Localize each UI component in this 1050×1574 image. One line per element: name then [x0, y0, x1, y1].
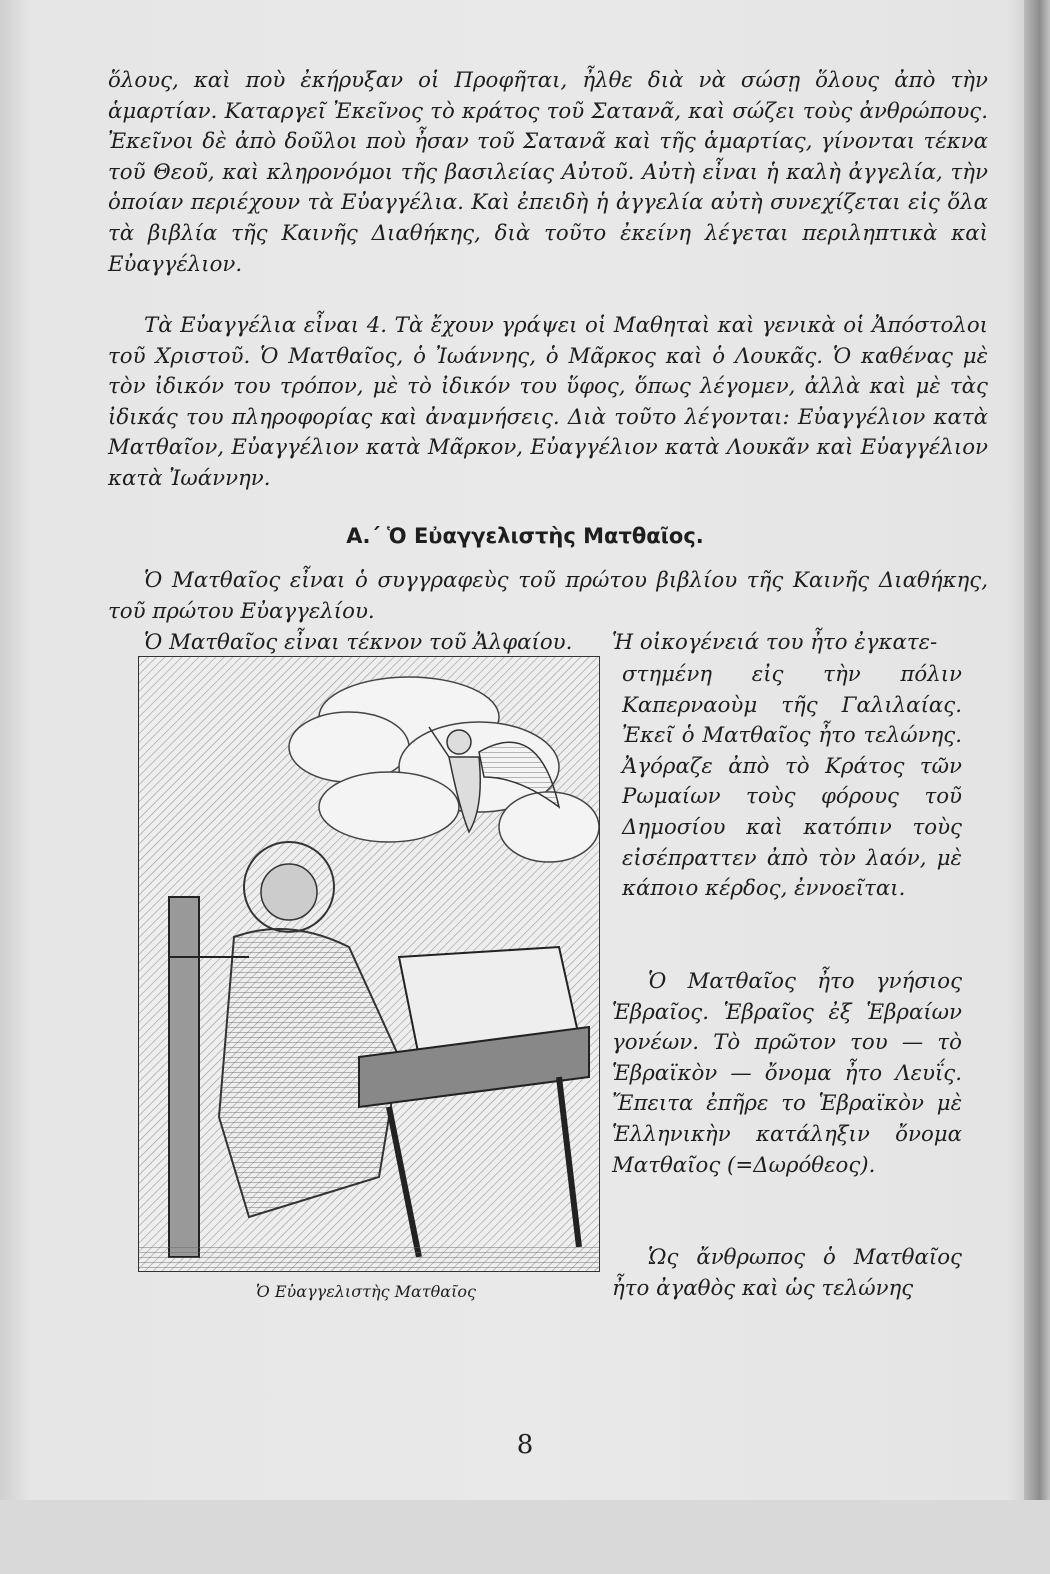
page-edge — [1024, 0, 1050, 1500]
paragraph-4-continuation: Ἡ οἰκογένειά του ἦτο ἐγκατε- — [612, 630, 938, 655]
evangelist-matthew-engraving-icon — [138, 656, 600, 1272]
paragraph-2: Τὰ Εὐαγγέλια εἶναι 4. Τὰ ἔχουν γράψει οἱ Μαθηταὶ καὶ γενικὰ οἱ Ἀπόστολοι τοῦ Χριστοῦ. Ὁ Ματθαῖος, ὁ Ἰωάννης, ὁ Μᾶρκος καὶ ὁ Λουκᾶς. Ὁ καθένας μὲ τὸν ἰδικόν του τρόπον, μὲ τὸ ἰδικόν του ὕφος, ὅπως λέγομεν, ἀλλὰ καὶ μὲ τὰς ἰδικάς του πληροφορίας καὶ ἀναμνήσεις. Διὰ τοῦτο λέγονται: Εὐαγγέλιον κατὰ Ματθαῖον, Εὐαγγέλιον κατὰ Μᾶρκον, Εὐαγγέλιον κατὰ Λουκᾶν καὶ Εὐαγγέλιον κατὰ Ἰωάννην. — [108, 313, 988, 491]
paragraph-1: ὅλους, καὶ ποὺ ἐκήρυξαν οἱ Προφῆται, ἦλθε διὰ νὰ σώσῃ ὅλους ἀπὸ τὴν ἁμαρτίαν. Καταργεῖ Ἐκεῖνος τὸ κράτος τοῦ Σατανᾶ, καὶ σώζει τοὺς ἀνθρώπους. Ἐκεῖνοι δὲ ἀπὸ δοῦλοι ποὺ ἦσαν τοῦ Σατανᾶ καὶ τῆς ἁμαρτίας, γίνονται τέκνα τοῦ Θεοῦ, καὶ κληρονόμοι τῆς βασιλείας Αὐτοῦ. Αὐτὴ εἶναι ἡ καλὴ ἀγγελία, τὴν ὁποίαν περιέχουν τὰ Εὐαγγέλια. Καὶ ἐπειδὴ ἡ ἀγγελία αὐτὴ συνεχίζεται εἰς ὅλα τὰ βιβλία τῆς Καινῆς Διαθήκης, διὰ τοῦτο ἐκείνη λέγεται περιληπτικὰ καὶ Εὐαγγέλιον. — [108, 68, 988, 277]
paragraph-4: Ὁ Ματθαῖος εἶναι τέκνον τοῦ Ἀλφαίου. — [144, 630, 573, 655]
page-number: 8 — [516, 1430, 534, 1460]
paragraph-5: στημένη εἰς τὴν πόλιν Καπερναοὺμ τῆς Γαλιλαίας. Ἐκεῖ ὁ Ματθαῖος ἦτο τελώνης. Ἀγόραζε ἀπὸ τὸ Κράτος τῶν Ρωμαίων τοὺς φόρους τοῦ Δημοσίου καὶ κατόπιν τοὺς εἰσέπραττεν ἀπὸ τὸν λαόν, μὲ κάποιο κέρδος, ἐννοεῖται. — [622, 662, 962, 902]
section-heading: Α.΄ Ὁ Εὐαγγελιστὴς Ματθαῖος. — [346, 524, 704, 548]
figure-caption: Ὁ Εὐαγγελιστὴς Ματθαῖος — [256, 1282, 476, 1301]
paragraph-6: Ὁ Ματθαῖος ἦτο γνήσιος Ἑβραῖος. Ἑβραῖος ἐξ Ἑβραίων γονέων. Τὸ πρῶτον του — τὸ Ἑβραϊκὸν — ὄνομα ἦτο Λευΐς. Ἔπειτα ἐπῆρε το Ἑβραϊκὸν μὲ Ἑλληνικὴν κατάληξιν ὄνομα Ματθαῖος (=Δωρόθεος). — [612, 969, 962, 1178]
paragraph-3: Ὁ Ματθαῖος εἶναι ὁ συγγραφεὺς τοῦ πρώτου βιβλίου τῆς Καινῆς Διαθήκης, τοῦ πρώτου Εὐαγγελίου. — [108, 568, 988, 624]
paragraph-7: Ὡς ἄνθρωπος ὁ Ματθαῖος ἦτο ἀγαθὸς καὶ ὡς τελώνης — [612, 1245, 962, 1301]
